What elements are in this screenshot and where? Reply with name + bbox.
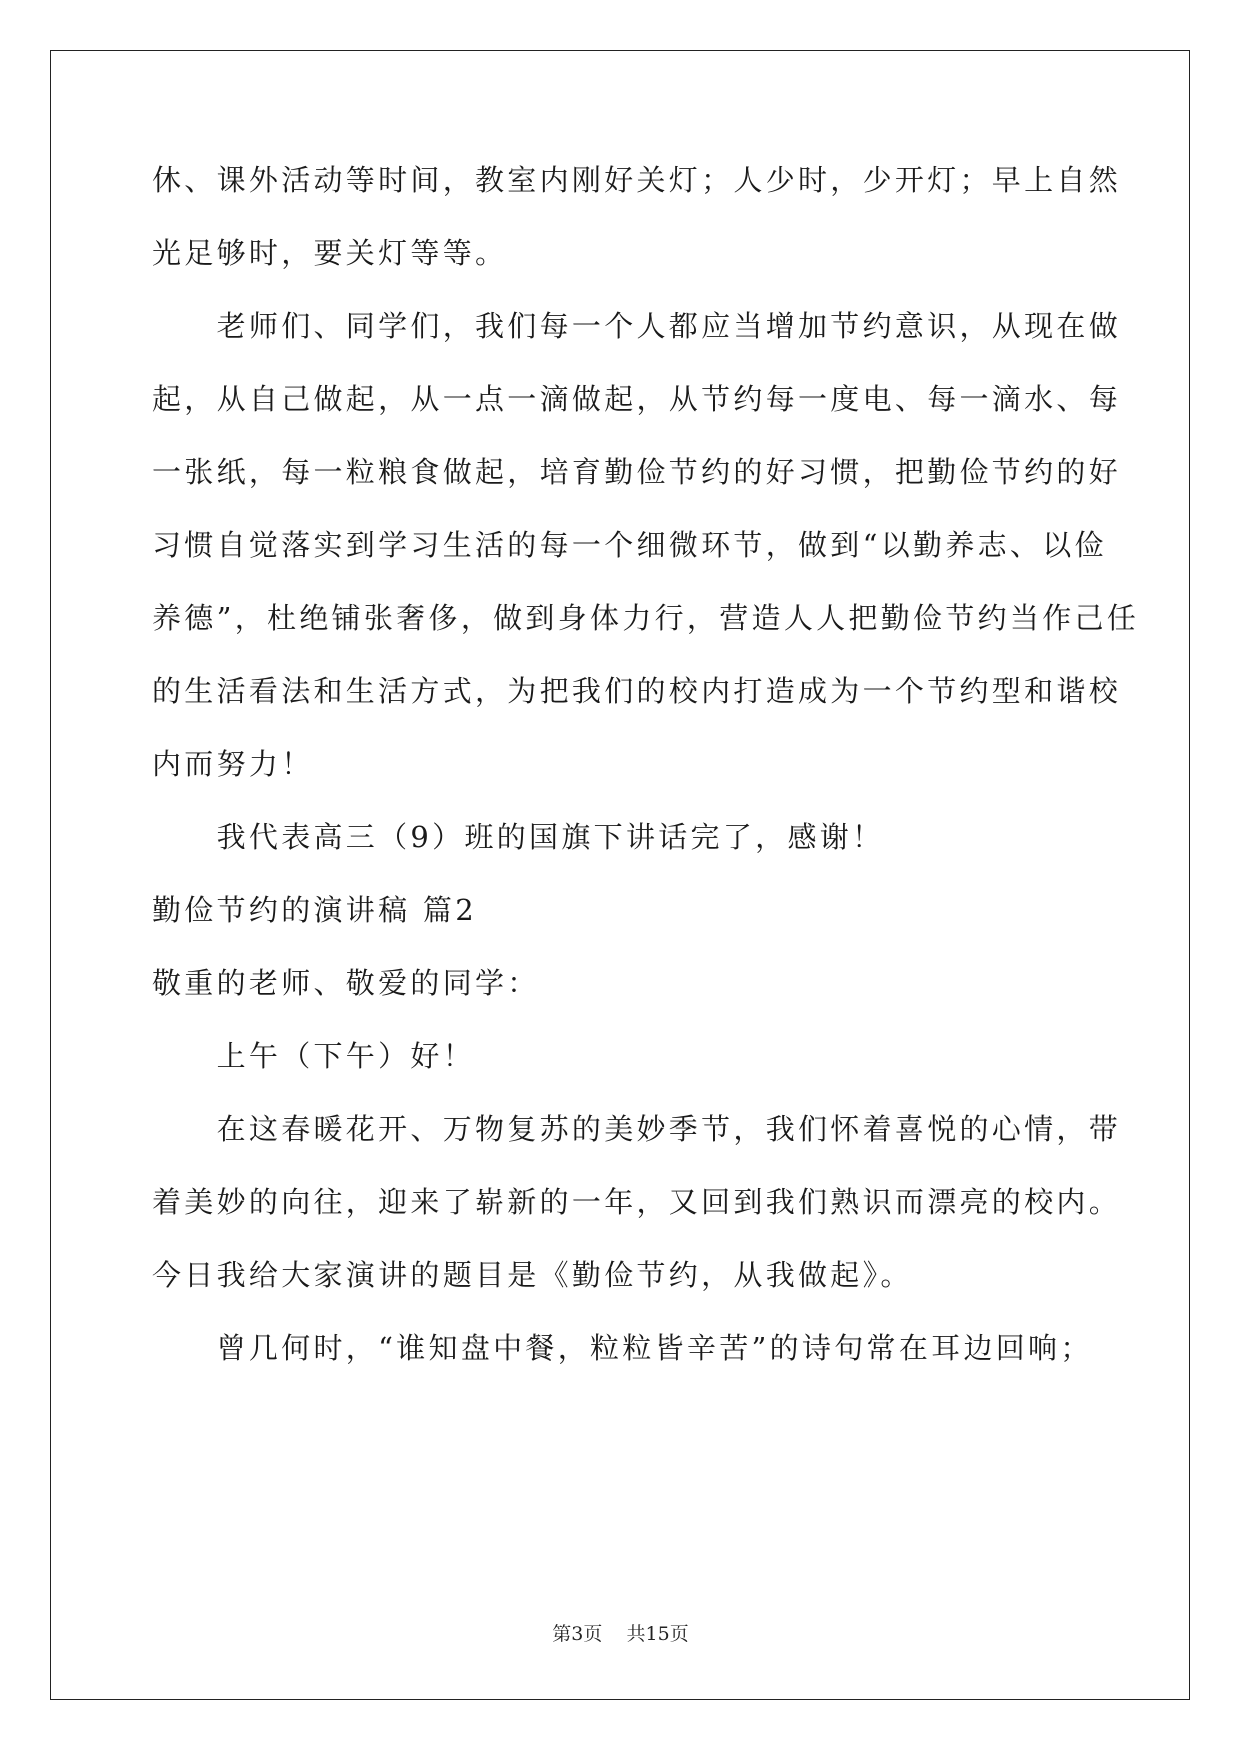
page-frame	[50, 50, 1190, 1700]
text-line: 光足够时，要关灯等等。	[152, 236, 508, 270]
page-total: 共15页	[626, 1623, 689, 1645]
text-line: 老师们、同学们，我们每一个人都应当增加节约意识，从现在做	[152, 309, 1122, 343]
text-line: 在这春暖花开、万物复苏的美妙季节，我们怀着喜悦的心情，带	[152, 1112, 1122, 1146]
text-line: 养德”，杜绝铺张奢侈，做到身体力行，营造人人把勤俭节约当作己任	[152, 601, 1140, 635]
page-number: 第3页	[552, 1623, 603, 1645]
text-line: 习惯自觉落实到学习生活的每一个细微环节，做到“以勤养志、以俭	[152, 528, 1107, 562]
text-line: 一张纸，每一粒粮食做起，培育勤俭节约的好习惯，把勤俭节约的好	[152, 455, 1122, 489]
text-line: 的生活看法和生活方式，为把我们的校内打造成为一个节约型和谐校	[152, 674, 1122, 708]
text-line: 内而努力！	[152, 747, 314, 781]
text-line: 休、课外活动等时间，教室内刚好关灯；人少时，少开灯；早上自然	[152, 163, 1122, 197]
salutation: 敬重的老师、敬爱的同学：	[152, 966, 540, 1000]
text-line: 我代表高三（9）班的国旗下讲话完了，感谢！	[152, 820, 885, 854]
text-line: 着美妙的向往，迎来了崭新的一年，又回到我们熟识而漂亮的校内。	[152, 1185, 1122, 1219]
section-heading: 勤俭节约的演讲稿 篇2	[152, 893, 477, 927]
page-footer	[0, 1622, 1241, 1646]
text-line: 今日我给大家演讲的题目是《勤俭节约，从我做起》。	[152, 1258, 913, 1292]
greeting: 上午（下午）好！	[152, 1039, 476, 1073]
text-line: 起，从自己做起，从一点一滴做起，从节约每一度电、每一滴水、每	[152, 382, 1122, 416]
text-line: 曾几何时，“谁知盘中餐，粒粒皆辛苦”的诗句常在耳边回响；	[152, 1331, 1093, 1365]
